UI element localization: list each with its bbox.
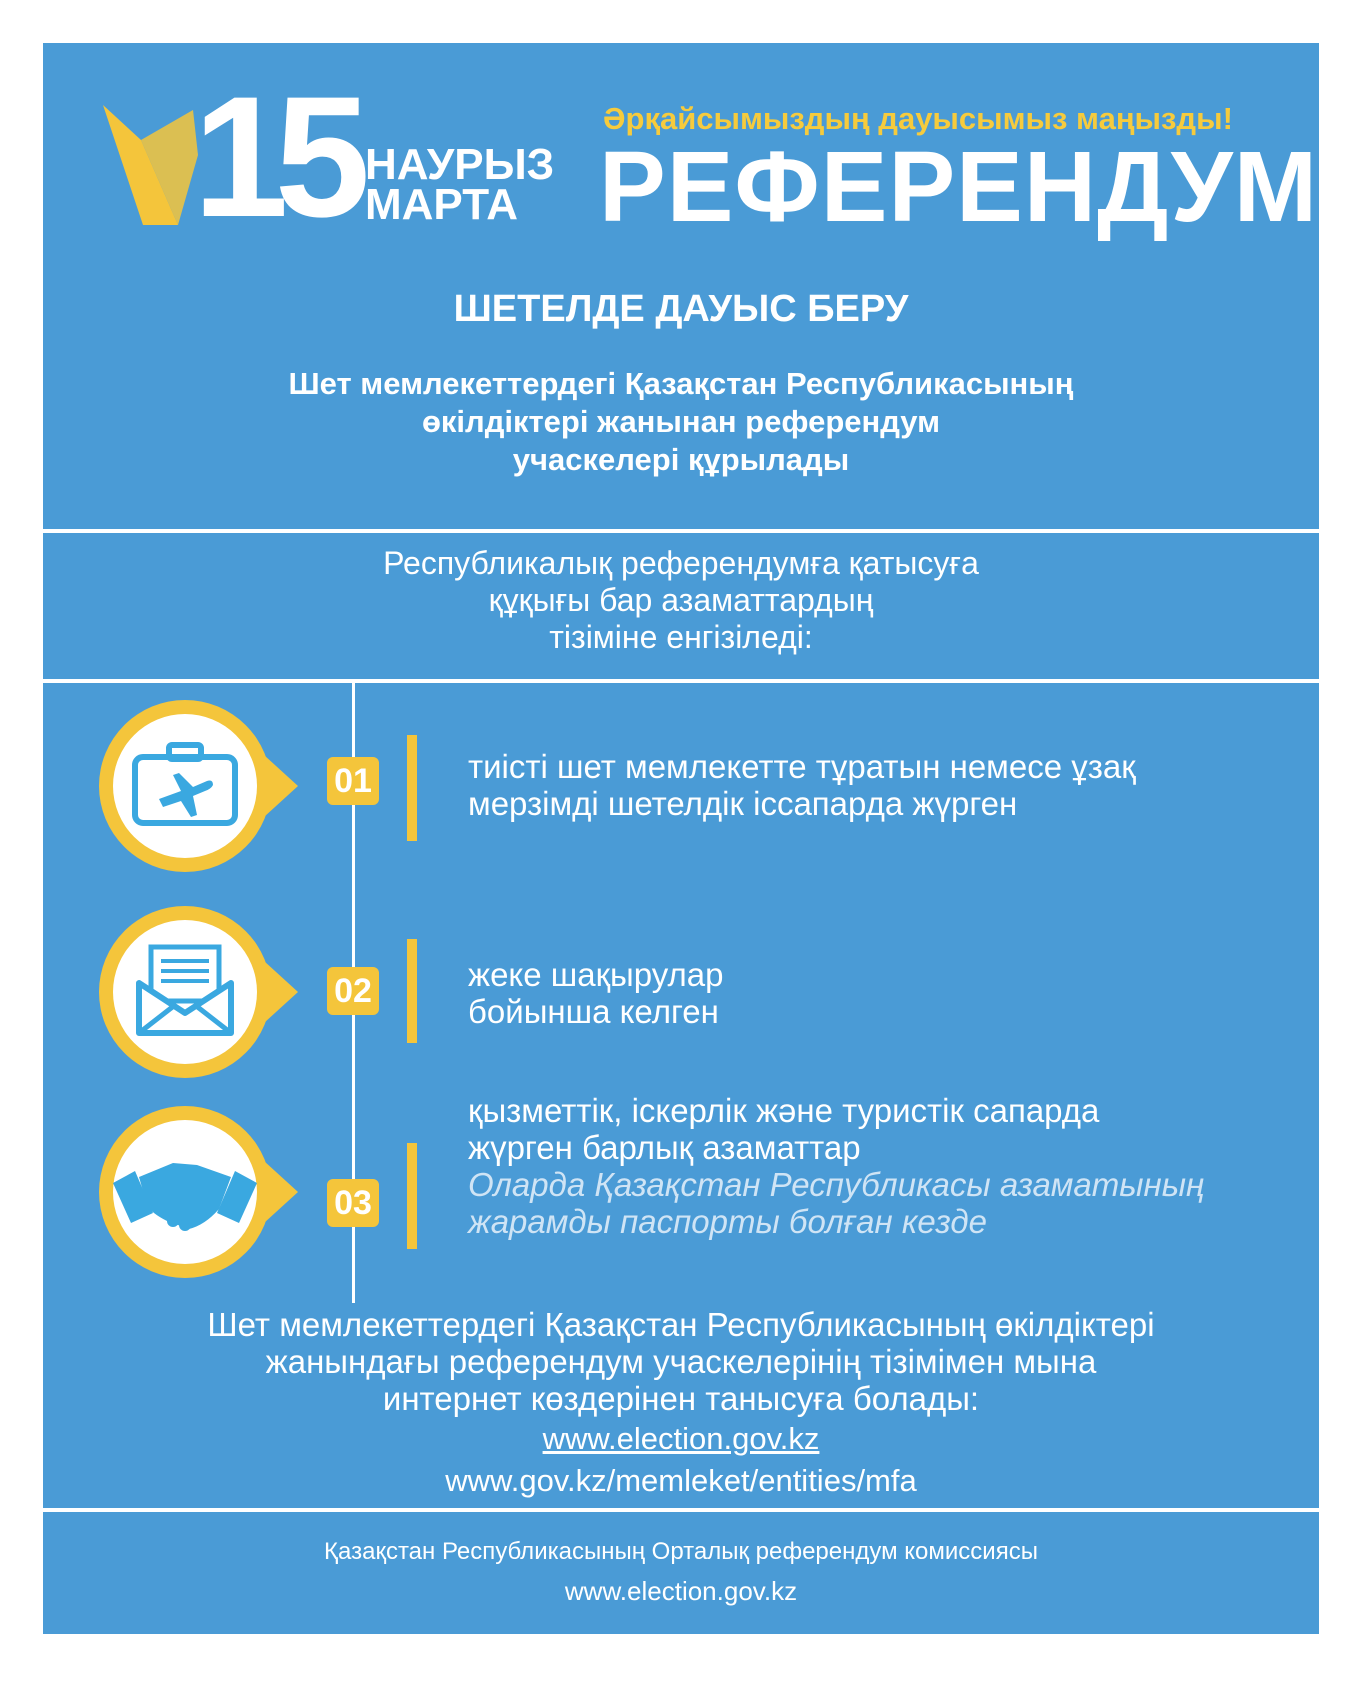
list-intro-line: тізіміне енгізіледі: bbox=[549, 619, 813, 656]
item-number: 01 bbox=[327, 757, 379, 805]
criteria-panel bbox=[43, 683, 1319, 1508]
slogan: Әрқайсымыздың дауысымыз маңызды! bbox=[603, 101, 1233, 136]
header-panel bbox=[43, 43, 1319, 529]
date-month-ru: МАРТА bbox=[365, 180, 519, 229]
commission-name: Қазақстан Республикасының Орталық референдум комиссиясы bbox=[324, 1538, 1038, 1565]
accent-bar bbox=[407, 735, 417, 841]
item-text bbox=[468, 749, 1288, 823]
badge-circle bbox=[93, 901, 303, 1083]
criteria-item bbox=[43, 901, 1319, 1091]
section-title: ШЕТЕЛДЕ ДАУЫС БЕРУ bbox=[453, 288, 909, 330]
item-line: қызметтік, іскерлік және туристік сапарда bbox=[468, 1092, 1100, 1129]
item-line: жеке шақырулар bbox=[468, 956, 724, 993]
list-note-line: Шет мемлекеттердегі Қазақстан Республикасының өкілдіктері bbox=[207, 1306, 1155, 1343]
handshake-icon bbox=[113, 1163, 257, 1231]
item-line: жүрген барлық азаматтар bbox=[468, 1128, 861, 1166]
intro-line: учаскелері құрылады bbox=[512, 441, 850, 477]
intro-line: өкілдіктері жанынан референдум bbox=[421, 403, 941, 439]
date-month-kk: НАУРЫЗ bbox=[365, 140, 555, 189]
footer-panel bbox=[43, 1512, 1319, 1634]
list-intro-line: құқығы бар азаматтардың bbox=[488, 582, 874, 619]
item-number: 03 bbox=[327, 1179, 379, 1227]
list-note-text bbox=[43, 1307, 1319, 1418]
intro-line: Шет мемлекеттердегі Қазақстан Республикасының bbox=[288, 366, 1074, 401]
list-intro-panel bbox=[43, 533, 1319, 679]
list-note-line: жанындағы референдум учаскелерінің тізімімен мына bbox=[265, 1342, 1097, 1380]
accent-bar bbox=[407, 1143, 417, 1249]
item-note-line: Оларда Қазақстан Республикасы азаматының bbox=[468, 1165, 1205, 1203]
item-line: бойынша келген bbox=[468, 992, 719, 1030]
item-text bbox=[468, 957, 1288, 1031]
badge-circle bbox=[93, 695, 303, 877]
date-number: 15 bbox=[193, 61, 357, 253]
mfa-link[interactable]: www.gov.kz/memleket/entities/mfa bbox=[445, 1463, 917, 1498]
intro-text bbox=[43, 365, 1319, 478]
election-link[interactable]: www.election.gov.kz bbox=[542, 1421, 820, 1456]
list-note-line: интернет көздерінен танысуға болады: bbox=[382, 1379, 980, 1417]
item-text bbox=[468, 1093, 1288, 1241]
list-intro-line: Республикалық референдумға қатысуға bbox=[383, 545, 979, 581]
item-line: тиісті шет мемлекетте тұратын немесе ұзақ bbox=[468, 748, 1136, 785]
criteria-item bbox=[43, 695, 1319, 885]
criteria-item bbox=[43, 1092, 1319, 1291]
accent-bar bbox=[407, 939, 417, 1043]
item-number: 02 bbox=[327, 967, 379, 1015]
item-note-line: жарамды паспорты болған кезде bbox=[468, 1202, 987, 1240]
badge-circle bbox=[93, 1101, 303, 1283]
footer-url[interactable]: www.election.gov.kz bbox=[564, 1576, 798, 1606]
list-intro-text bbox=[43, 545, 1319, 656]
page-title: РЕФЕРЕНДУМ bbox=[599, 131, 1319, 243]
item-line: мерзімді шетелдік іссапарда жүрген bbox=[468, 784, 1018, 822]
